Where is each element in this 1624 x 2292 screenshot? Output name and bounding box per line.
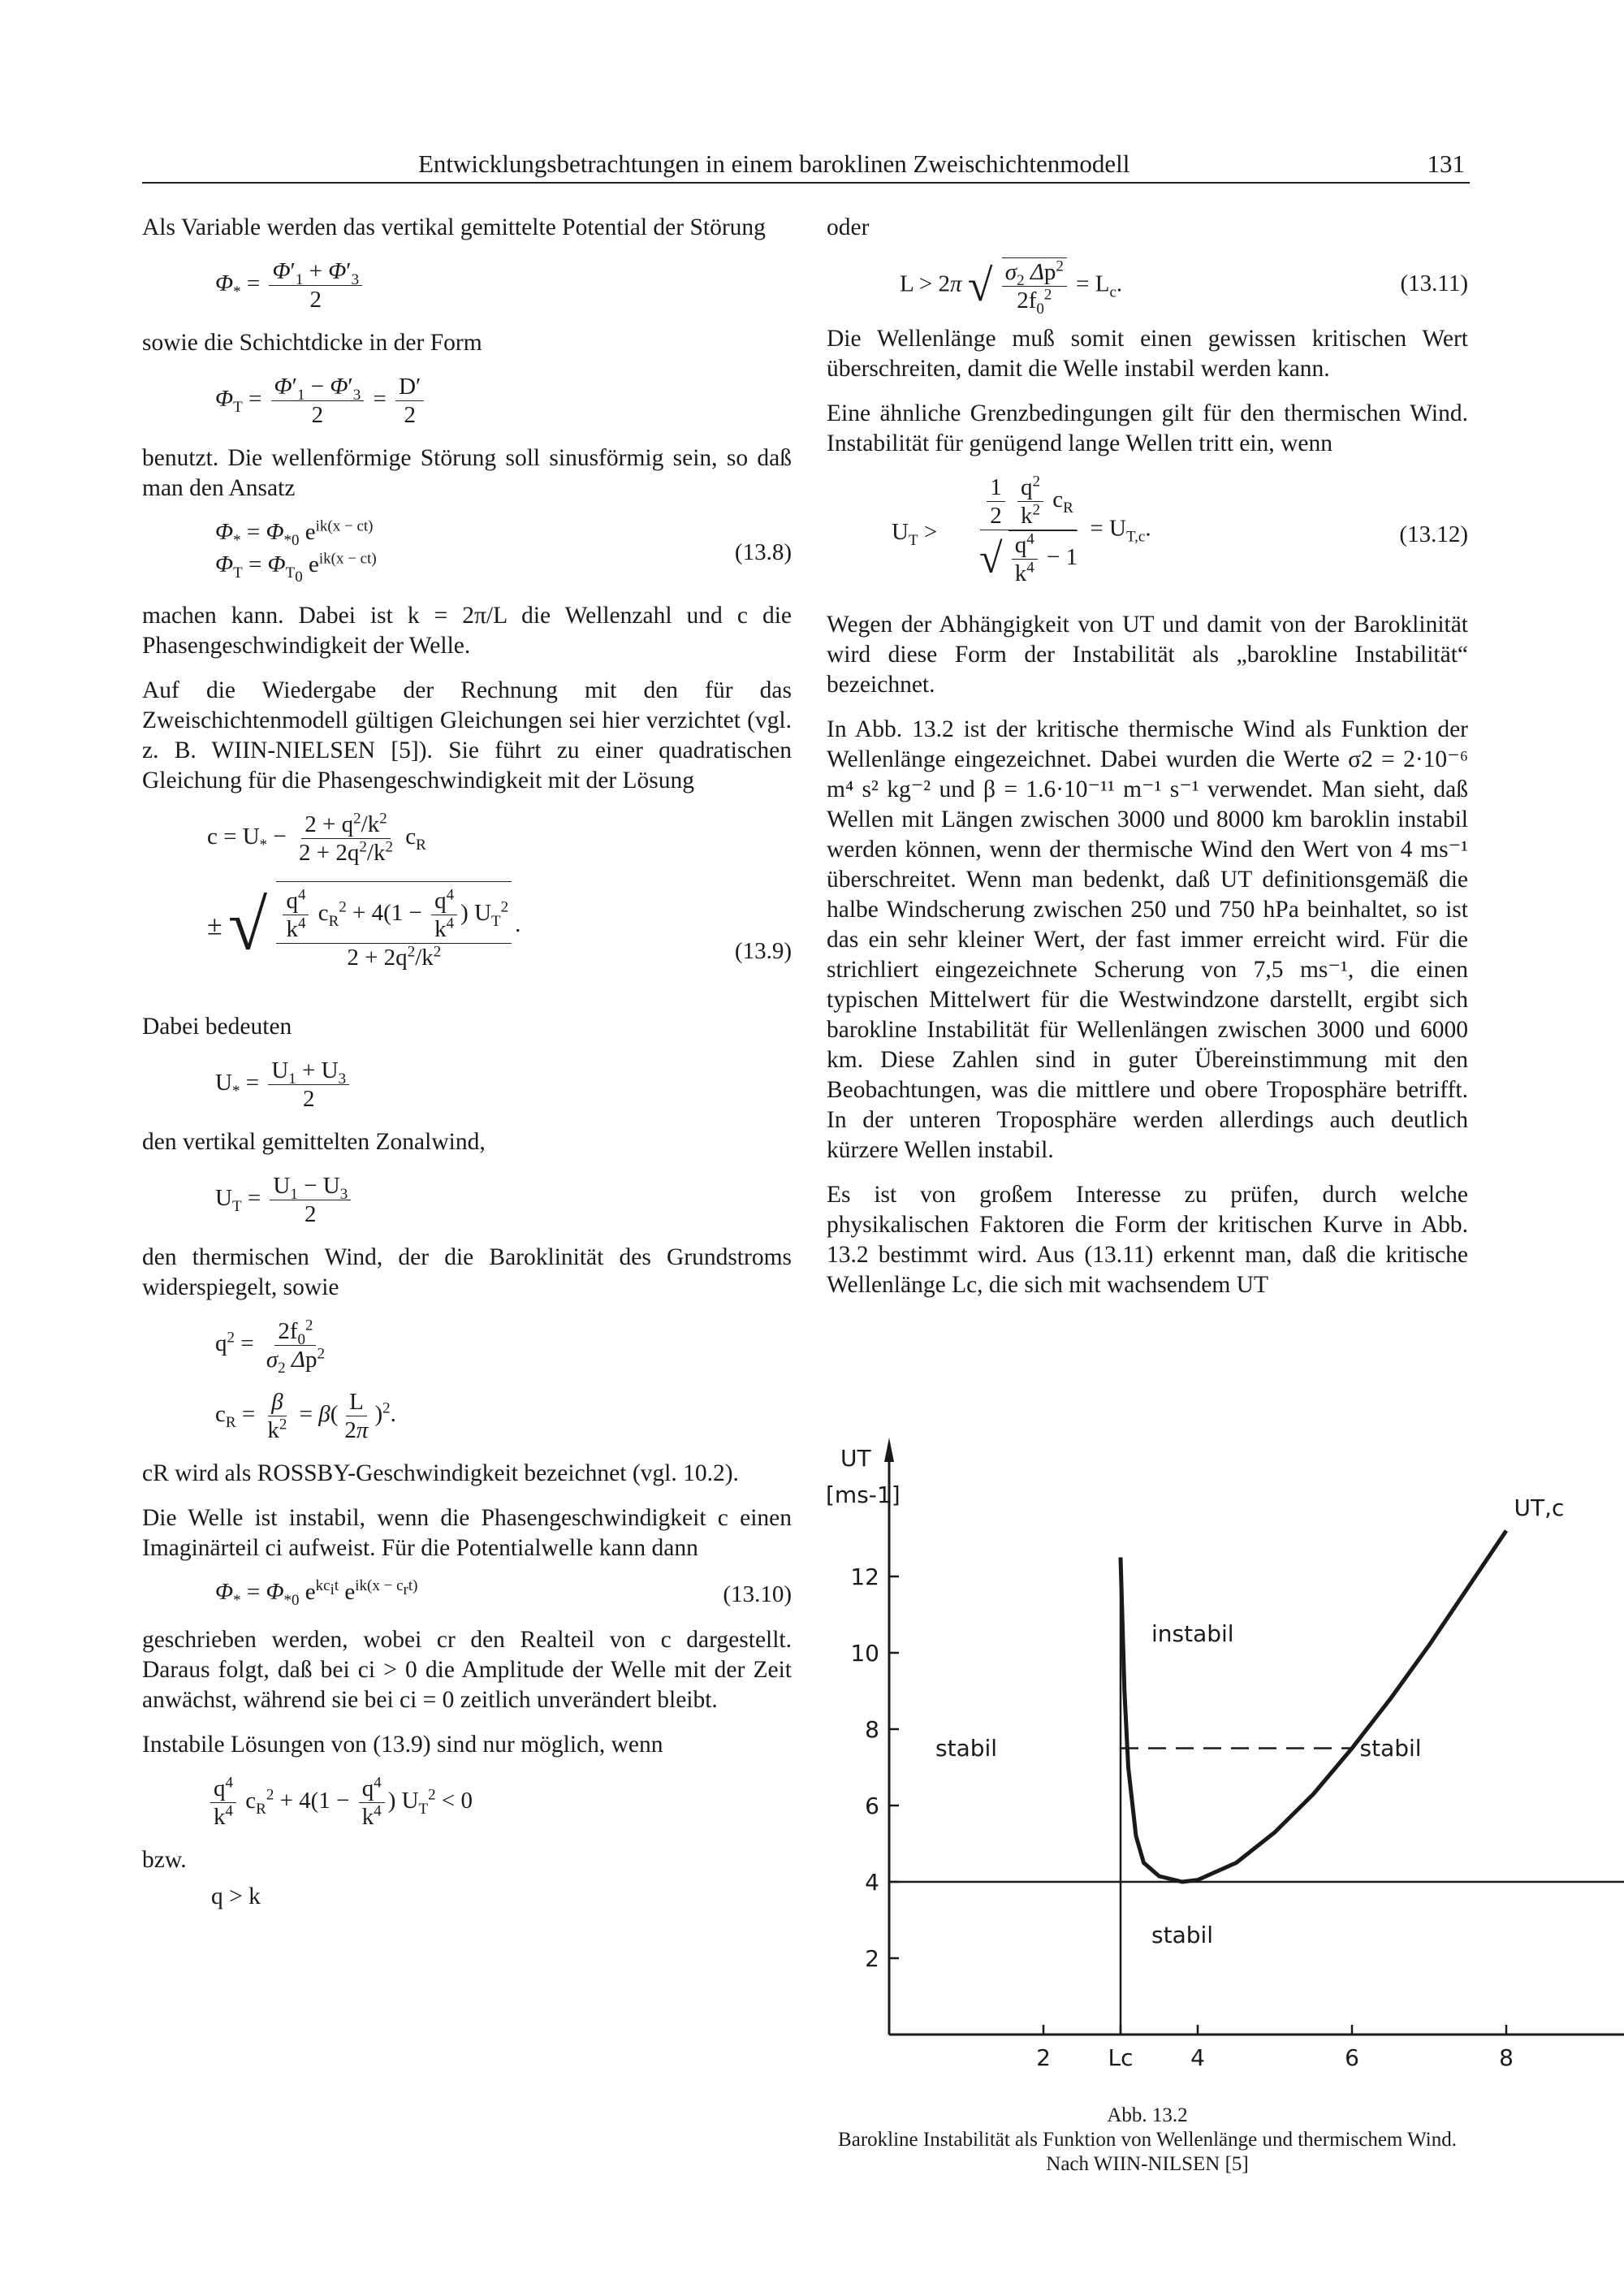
left-column bbox=[142, 213, 792, 1927]
equation-number: (13.11) bbox=[1400, 270, 1468, 296]
equation-u-star: $U_*$ = $\frac{U_1 + U_3}{2}$ bbox=[215, 1057, 792, 1113]
equation-number: (13.10) bbox=[723, 1581, 792, 1607]
caption-title: Abb. 13.2 bbox=[1107, 2104, 1188, 2126]
x-tick-label: 4 bbox=[1190, 2044, 1205, 2071]
equation-13-8: $\Phi_* = \Phi_{*0}$ $e^{ik(x - ct)}$ $\Phi_T = \Phi_{T_0}$ $e^{ik(x - ct)}$ (13.8) bbox=[215, 517, 792, 586]
right-column bbox=[827, 213, 1468, 1315]
paragraph: Auf die Wiedergabe der Rechnung mit den für das Zweischichtenmodell gültigen Gleichungen sei hier verzichtet (vgl. z. B. WIIN-NIELSEN [5]). Sie führt zu einer quadratischen Gleichung für die Phasengeschwindigkeit mit der Lösung bbox=[142, 677, 792, 794]
y-tick-label: 12 bbox=[850, 1563, 879, 1590]
x-tick-label: 6 bbox=[1345, 2044, 1359, 2071]
paragraph: machen kann. Dabei ist k = 2π/L die Wellenzahl und c die Phasengeschwindigkeit der Welle. bbox=[142, 603, 792, 659]
paragraph: Als Variable werden das vertikal gemittelte Potential der Störung bbox=[142, 214, 766, 240]
x-tick-label: 2 bbox=[1036, 2044, 1051, 2071]
paragraph: Die Wellenlänge muß somit einen gewissen kritischen Wert überschreiten, damit die Welle instabil werden kann. bbox=[827, 326, 1468, 382]
paragraph: oder bbox=[827, 214, 870, 240]
paragraph: Dabei bedeuten bbox=[142, 1014, 292, 1040]
paragraph: Eine ähnliche Grenzbedingungen gilt für den thermischen Wind. Instabilität für genügend lange Wellen tritt ein, wenn bbox=[827, 400, 1468, 456]
paragraph: geschrieben werden, wobei cr den Realteil von c dargestellt. Daraus folgt, daß bei ci > 0 die Amplitude der Welle mit der Zeit anwächst, während sie bei ci = 0 zeitlich unverändert bleibt. bbox=[142, 1627, 792, 1713]
y-axis-arrow bbox=[884, 1438, 894, 1462]
y-tick-label: 4 bbox=[865, 1869, 879, 1896]
running-title: Entwicklungsbetrachtungen in einem baroklinen Zweischichtenmodell bbox=[418, 149, 1130, 178]
figure-13-2 bbox=[824, 1438, 1565, 2087]
paragraph: den vertikal gemittelten Zonalwind, bbox=[142, 1129, 486, 1155]
figure-caption bbox=[827, 2104, 1468, 2177]
y-axis-label: UT bbox=[840, 1445, 871, 1472]
equation-number: (13.9) bbox=[734, 938, 792, 964]
paragraph: Instabile Lösungen von (13.9) sind nur möglich, wenn bbox=[142, 1732, 663, 1758]
equation-13-10: $\Phi_* = \Phi_{*0}$ $e^{kc_it}$ $e^{ik(x - c_rt)}$ (13.10) bbox=[215, 1577, 792, 1609]
equation-q-squared: $q^2$ = $\frac{2f_0^2}{\sigma_2 \Delta p^2}$ bbox=[215, 1317, 325, 1377]
region-label-stabil-right: stabil bbox=[1359, 1734, 1422, 1762]
equation-13-11: L > 2π √ $\frac{\sigma_2 \Delta p^2}{2f_0^2}$ = $L_c$. (13.11) bbox=[900, 257, 1468, 318]
running-header bbox=[142, 146, 1470, 184]
paragraph: In Abb. 13.2 ist der kritische thermische Wind als Funktion der Wellenlänge eingezeichnet. Dabei wurden die Werte σ2 = 2·10⁻⁶ m⁴ s² kg⁻² und β = 1.6·10⁻¹¹ m⁻¹ s⁻¹ verwendet. Man sieht, daß Wellen mit Längen zwischen 3000 und 8000 km baroklin instabil werden können, wenn der thermische Wind den Wert von 4 ms⁻¹ überschreitet. Wenn man bedenkt, daß UT definitionsgemäß die halbe Windscherung zwischen 250 und 750 hPa beinhaltet, so ist das ein sehr kleiner Wert, der fast immer erreicht wird. Für die strichliert eingezeichnete Scherung von 7,5 ms⁻¹, die einen typischen Mittelwert für die Westwindzone darstellt, ergibt sich barokline Instabilität für Wellenlängen zwischen 3000 und 6000 km. Diese Zahlen sind in guter Übereinstimmung mit den Beobachtungen, was die mittlere und obere Troposphäre betrifft. In der unteren Troposphäre werden allerdings auch deutlich kürzere Wellen instabil. bbox=[827, 716, 1468, 1163]
equation-phi-star: $\Phi_*$ = $\frac{\Phi'_1 + \Phi'_3}{2}$ bbox=[215, 257, 792, 314]
paragraph: Die Welle ist instabil, wenn die Phasengeschwindigkeit c einen Imaginärteil ci aufweist. Für die Potentialwelle kann dann bbox=[142, 1505, 792, 1561]
caption-text: Barokline Instabilität als Funktion von Wellenlänge und thermischem Wind. Nach WIIN-NILSEN [5] bbox=[838, 2129, 1457, 2175]
equation-c-r: $c_R$ = $\frac{\beta}{k^2}$ = β( $\frac{L}{2\pi}$ )$^2$. bbox=[215, 1389, 396, 1443]
paragraph: Wegen der Abhängigkeit von UT und damit von der Baroklinität wird diese Form der Instabilität als „barokline Instabilität“ bezeichnet. bbox=[827, 612, 1468, 698]
paragraph: cR wird als ROSSBY-Geschwindigkeit bezeichnet (vgl. 10.2). bbox=[142, 1460, 739, 1486]
x-tick-label: 8 bbox=[1499, 2044, 1514, 2071]
page-number: 131 bbox=[1427, 149, 1465, 178]
y-tick-label: 6 bbox=[865, 1793, 879, 1819]
y-tick-label: 10 bbox=[850, 1640, 879, 1667]
x-tick-label: Lc bbox=[1108, 2044, 1134, 2071]
y-tick-label: 2 bbox=[865, 1945, 879, 1972]
equation-number: (13.12) bbox=[1399, 521, 1468, 547]
y-axis-unit: [ms-1] bbox=[826, 1481, 901, 1508]
region-label-stabil-bottom: stabil bbox=[1151, 1922, 1214, 1949]
curve-label: UT,c bbox=[1514, 1494, 1565, 1521]
paragraph: Es ist von großem Interesse zu prüfen, durch welche physikalischen Faktoren die Form der kritischen Kurve in Abb. 13.2 bestimmt wird. Aus (13.11) erkennt man, daß die kritische Wellenlänge Lc, die sich mit wachsendem UT bbox=[827, 1182, 1468, 1298]
equation-phi-t: $\Phi_T$ = $\frac{\Phi'_1 - \Phi'_3}{2}$ = $\frac{D'}{2}$ bbox=[215, 373, 792, 429]
equation-u-t: $U_T$ = $\frac{U_1 - U_3}{2}$ bbox=[215, 1172, 792, 1228]
equation-number: (13.8) bbox=[734, 539, 792, 565]
equation-13-12: $U_T$ > $\frac{1}{2}$ $\frac{q^2}{k^2}$ $c_R$ √ $\frac{q^4}{k^4}$ − 1 = $U_{T,c}$. (13.12) bbox=[892, 473, 1468, 586]
equation-instability-condition: $\frac{q^4}{k^4}$ $c_R^2 + 4(1$ − $\frac{q^4}{k^4}$ ) $U_T^2 < 0$ bbox=[207, 1775, 792, 1831]
equation-q-gt-k: q > k bbox=[211, 1883, 261, 1909]
paragraph: benutzt. Die wellenförmige Störung soll sinusförmig sein, so daß man den Ansatz bbox=[142, 445, 792, 501]
region-label-instabil: instabil bbox=[1151, 1620, 1234, 1647]
region-label-stabil-left: stabil bbox=[935, 1734, 998, 1762]
y-tick-label: 8 bbox=[865, 1716, 879, 1743]
critical-curve-ut-c bbox=[1121, 1531, 1506, 1882]
paragraph: sowie die Schichtdicke in der Form bbox=[142, 330, 482, 356]
paragraph: bzw. bbox=[142, 1847, 187, 1873]
paragraph: den thermischen Wind, der die Baroklinität des Grundstroms widerspiegelt, sowie bbox=[142, 1244, 792, 1300]
equation-13-9: $c = U_*$ − $\frac{2 + q^2/k^2}{2 + 2q^2/k^2}$ $c_R$ ± √ $\frac{q^4}{k^4}$ $c_R^2 + 4(1$ − $\frac{q^4}{k^4}$ ) $U_T^2$ $2 + 2q^2/k^2$ . (13.9) bbox=[207, 810, 792, 971]
